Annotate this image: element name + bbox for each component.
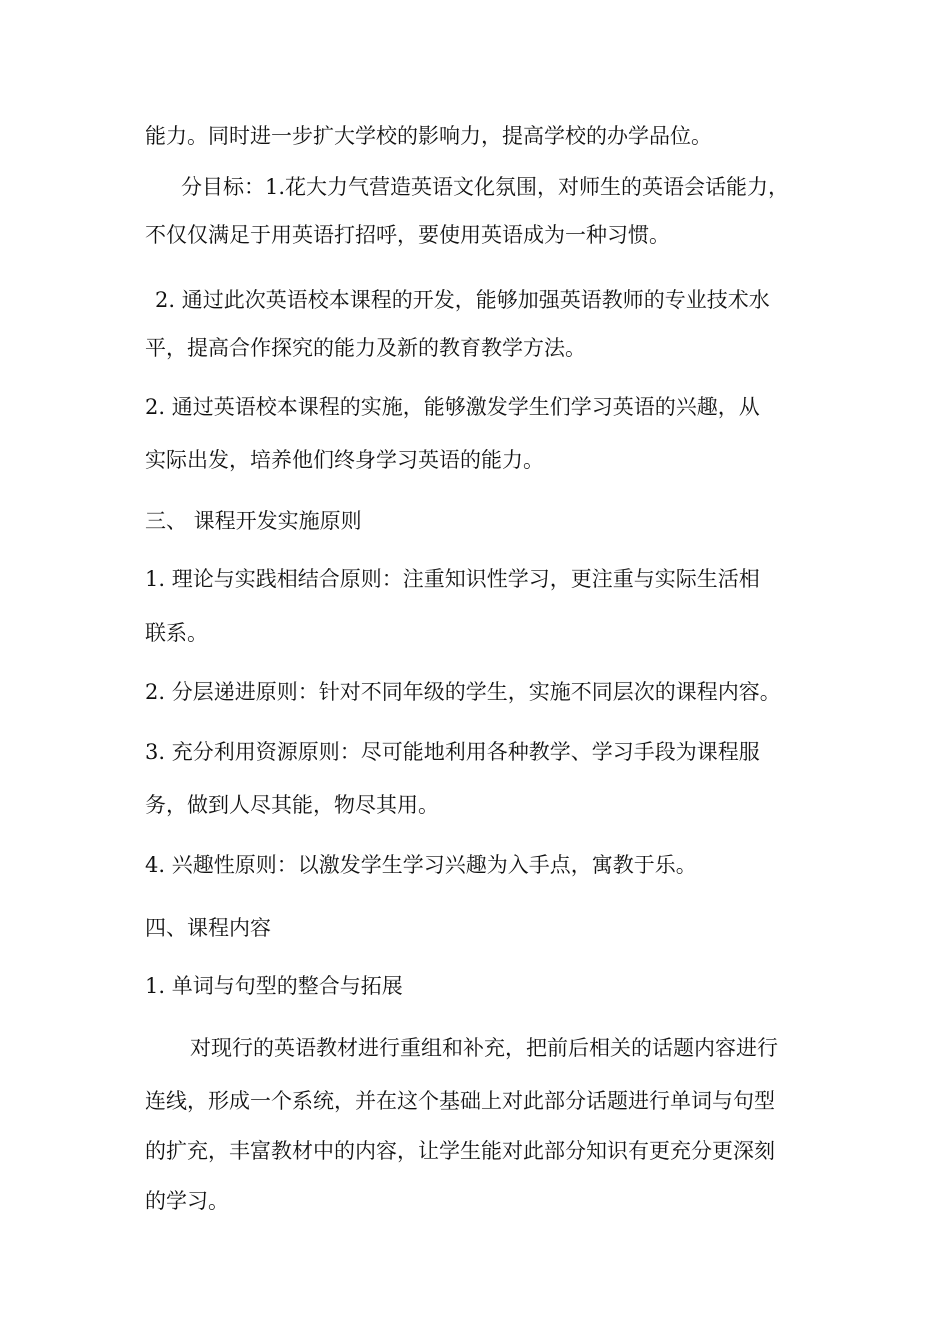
section-heading: 三、 课程开发实施原则 (145, 509, 362, 533)
paragraph-line: 4. 兴趣性原则：以激发学生学习兴趣为入手点，寓教于乐。 (145, 853, 697, 877)
paragraph-line: 的学习。 (145, 1189, 229, 1213)
paragraph-line: 2. 通过此次英语校本课程的开发，能够加强英语教师的专业技术水 (155, 288, 770, 312)
paragraph-line: 实际出发，培养他们终身学习英语的能力。 (145, 448, 544, 472)
paragraph-line: 对现行的英语教材进行重组和补充，把前后相关的话题内容进行 (190, 1036, 778, 1060)
paragraph-line: 的扩充，丰富教材中的内容，让学生能对此部分知识有更充分更深刻 (145, 1139, 775, 1163)
paragraph-line: 3. 充分利用资源原则：尽可能地利用各种教学、学习手段为课程服 (145, 740, 760, 764)
paragraph-line: 1. 理论与实践相结合原则：注重知识性学习，更注重与实际生活相 (145, 567, 760, 591)
section-heading: 四、课程内容 (145, 916, 271, 940)
paragraph-line: 能力。同时进一步扩大学校的影响力，提高学校的办学品位。 (145, 124, 712, 148)
paragraph-line: 2. 分层递进原则：针对不同年级的学生，实施不同层次的课程内容。 (145, 680, 781, 704)
paragraph-line: 联系。 (145, 621, 208, 645)
paragraph-line: 2. 通过英语校本课程的实施，能够激发学生们学习英语的兴趣，从 (145, 395, 760, 419)
subsection-heading: 1. 单词与句型的整合与拓展 (145, 974, 403, 998)
paragraph-line: 务，做到人尽其能，物尽其用。 (145, 793, 439, 817)
paragraph-line: 平，提高合作探究的能力及新的教育教学方法。 (145, 336, 586, 360)
paragraph-line: 不仅仅满足于用英语打招呼，要使用英语成为一种习惯。 (145, 223, 670, 247)
paragraph-line: 分目标：1.花大力气营造英语文化氛围，对师生的英语会话能力， (181, 175, 790, 199)
paragraph-line: 连线，形成一个系统，并在这个基础上对此部分话题进行单词与句型 (145, 1089, 775, 1113)
